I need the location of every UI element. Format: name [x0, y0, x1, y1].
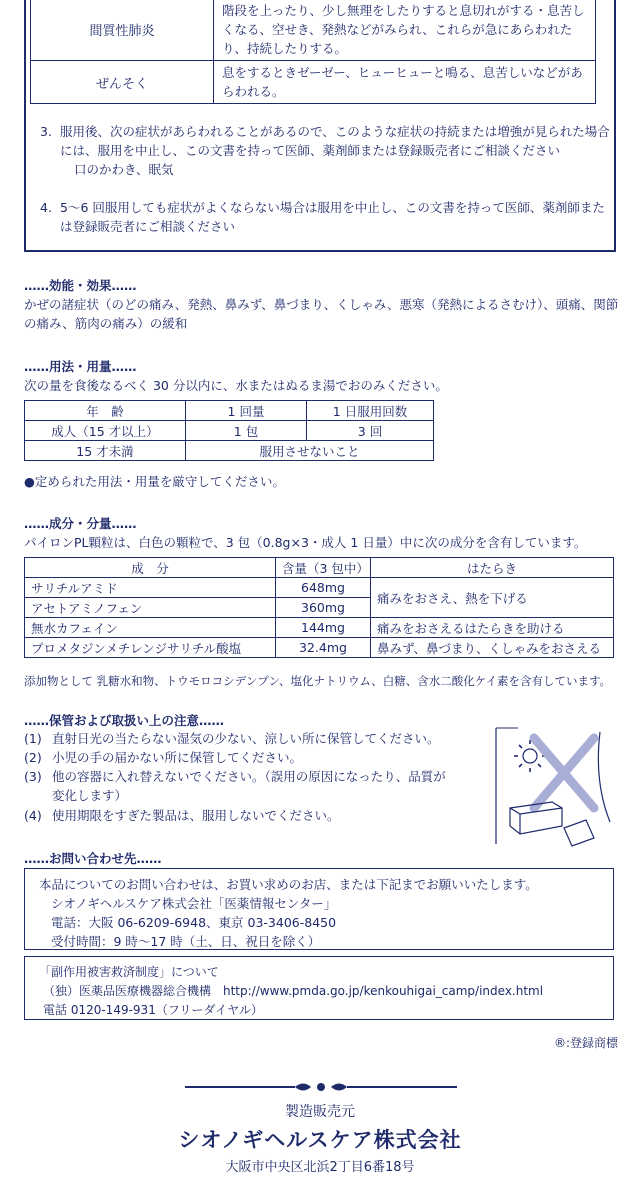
symptom-desc: 息をするときゼーゼー、ヒューヒューと鳴る、息苦しいなどがあらわれる。 — [214, 61, 596, 104]
item-text: 小児の手の届かない所に保管してください。 — [52, 750, 303, 765]
dosage-note: ●定められた用法・用量を厳守してください。 — [24, 474, 285, 489]
ingredient-name: プロメタジンメチレンジサリチル酸塩 — [25, 638, 276, 658]
table-row — [31, 61, 596, 104]
ingredient-amount: 360mg — [276, 598, 371, 618]
item-number: 3. — [40, 124, 52, 139]
item-text: 服用後、次の症状があらわれることがあるので、このような症状の持続または増強が見られた場合には、服用を中止し、この文書を持って医師、薬剤師または登録販売者にご相談ください — [60, 124, 610, 158]
symptom-table — [30, 0, 596, 104]
company-name: シオノギヘルスケア株式会社 — [178, 1128, 462, 1152]
item-number: (1) — [24, 731, 42, 746]
item-text: 使用期限をすぎた製品は、服用しないでください。 — [52, 808, 340, 823]
storage-illustration — [490, 722, 620, 852]
header-cell: はたらき — [371, 558, 614, 578]
contact-line: 「副作用被害救済制度」について — [39, 965, 219, 979]
ingredient-name: 無水カフェイン — [25, 618, 276, 638]
contact-box — [24, 868, 614, 950]
ornament-divider — [185, 1080, 457, 1094]
item-text: 他の容器に入れ替えないでください。（誤用の原因になったり、品質が変化します） — [52, 769, 446, 803]
symptom-name: 間質性肺炎 — [31, 0, 214, 61]
dosage-table — [24, 400, 434, 461]
symptom-name: ぜんそく — [31, 61, 214, 104]
ingredients-table — [24, 557, 614, 658]
table-row — [25, 638, 614, 658]
contact-line: 電話 0120-149-931（フリーダイヤル） — [43, 1003, 263, 1017]
table-row — [25, 401, 434, 421]
dosage-heading: ……用法・用量…… — [24, 359, 137, 374]
item-number: (4) — [24, 808, 42, 823]
contact-line: シオノギヘルスケア株式会社「医薬情報センター」 — [51, 896, 337, 911]
storage-item — [24, 729, 464, 748]
symptom-desc: 階段を上ったり、少し無理をしたりすると息切れがする・息苦しくなる、空せき、発熱などがみられ、これらが急にあらわれたり、持続したりする。 — [214, 0, 596, 61]
warning-item-4 — [40, 198, 610, 236]
contact-line: 受付時間：9 時〜17 時（土、日、祝日を除く） — [51, 934, 321, 949]
ingredients-heading: ……成分・分量…… — [24, 516, 137, 531]
packet-icon — [564, 820, 594, 846]
cell: 15 才未満 — [25, 441, 186, 461]
dosage-intro: 次の量を食後なるべく 30 分以内に、水またはぬるま湯でおのみください。 — [24, 378, 448, 393]
storage-item — [24, 806, 464, 825]
company-address: 大阪市中央区北浜2丁目6番18号 — [225, 1160, 415, 1175]
efficacy-heading: ……効能・効果…… — [24, 278, 137, 293]
ingredient-function: 鼻みず、鼻づまり、くしゃみをおさえる — [371, 638, 614, 658]
relief-system-box — [24, 956, 614, 1020]
additives-text: 添加物として 乳糖水和物、トウモロコシデンプン、塩化ナトリウム、白糖、含水二酸化ケイ素を含有しています。 — [24, 674, 612, 688]
ingredient-function: 痛みをおさえるはたらきを助ける — [371, 618, 614, 638]
ingredient-name: アセトアミノフェン — [25, 598, 276, 618]
table-row — [31, 0, 596, 61]
manufacturer-label: 製造販売元 — [285, 1104, 355, 1120]
item-text: 5〜6 回服用しても症状がよくならない場合は服用を中止し、この文書を持って医師、薬剤師または登録販売者にご相談ください — [60, 200, 605, 234]
storage-item — [24, 767, 454, 805]
cell: 服用させないこと — [186, 441, 434, 461]
table-row — [25, 421, 434, 441]
efficacy-text: かぜの諸症状（のどの痛み、発熱、鼻みず、鼻づまり、くしゃみ、悪寒（発熱によるさむけ）、頭痛、関節の痛み、筋肉の痛み）の緩和 — [24, 297, 619, 331]
header-cell: 含量（3 包中） — [276, 558, 371, 578]
cell: 1 包 — [186, 421, 307, 441]
item-number: 4. — [40, 200, 52, 215]
ingredient-name: サリチルアミド — [25, 578, 276, 598]
ingredient-amount: 648mg — [276, 578, 371, 598]
ingredient-amount: 32.4mg — [276, 638, 371, 658]
cell: 3 回 — [307, 421, 434, 441]
header-cell: 1 日服用回数 — [307, 401, 434, 421]
warning-item-3 — [40, 122, 610, 179]
header-cell: 成 分 — [25, 558, 276, 578]
prohibited-x-icon — [534, 738, 594, 808]
ingredient-function: 痛みをおさえ、熱を下げる — [371, 578, 614, 618]
cell: 成人（15 才以上） — [25, 421, 186, 441]
header-cell: 1 回量 — [186, 401, 307, 421]
trademark-note: ®:登録商標 — [553, 1036, 618, 1050]
contact-line: 本品についてのお問い合わせは、お買い求めのお店、または下記までお願いいたします。 — [39, 877, 538, 892]
item-text: 直射日光の当たらない湿気の少ない、涼しい所に保管してください。 — [52, 731, 440, 746]
item-number: (2) — [24, 750, 42, 765]
ingredients-intro: パイロンPL顆粒は、白色の顆粒で、3 包（0.8g×3・成人 1 日量）中に次の成分を含有しています。 — [24, 535, 587, 550]
ingredient-amount: 144mg — [276, 618, 371, 638]
header-cell: 年 齢 — [25, 401, 186, 421]
table-row — [25, 618, 614, 638]
table-row — [25, 578, 614, 598]
storage-heading: ……保管および取扱い上の注意…… — [24, 713, 225, 728]
item-number: (3) — [24, 769, 42, 784]
contact-heading: ……お問い合わせ先…… — [24, 851, 162, 866]
item-subtext: 口のかわき、眠気 — [74, 162, 174, 177]
storage-item — [24, 748, 464, 767]
table-row — [25, 558, 614, 578]
table-row — [25, 441, 434, 461]
contact-line: （独）医薬品医療機器総合機構 http://www.pmda.go.jp/kenkouhigai_camp/index.html — [43, 984, 544, 998]
contact-line: 電話：大阪 06-6209-6948、東京 03-3406-8450 — [51, 915, 337, 930]
